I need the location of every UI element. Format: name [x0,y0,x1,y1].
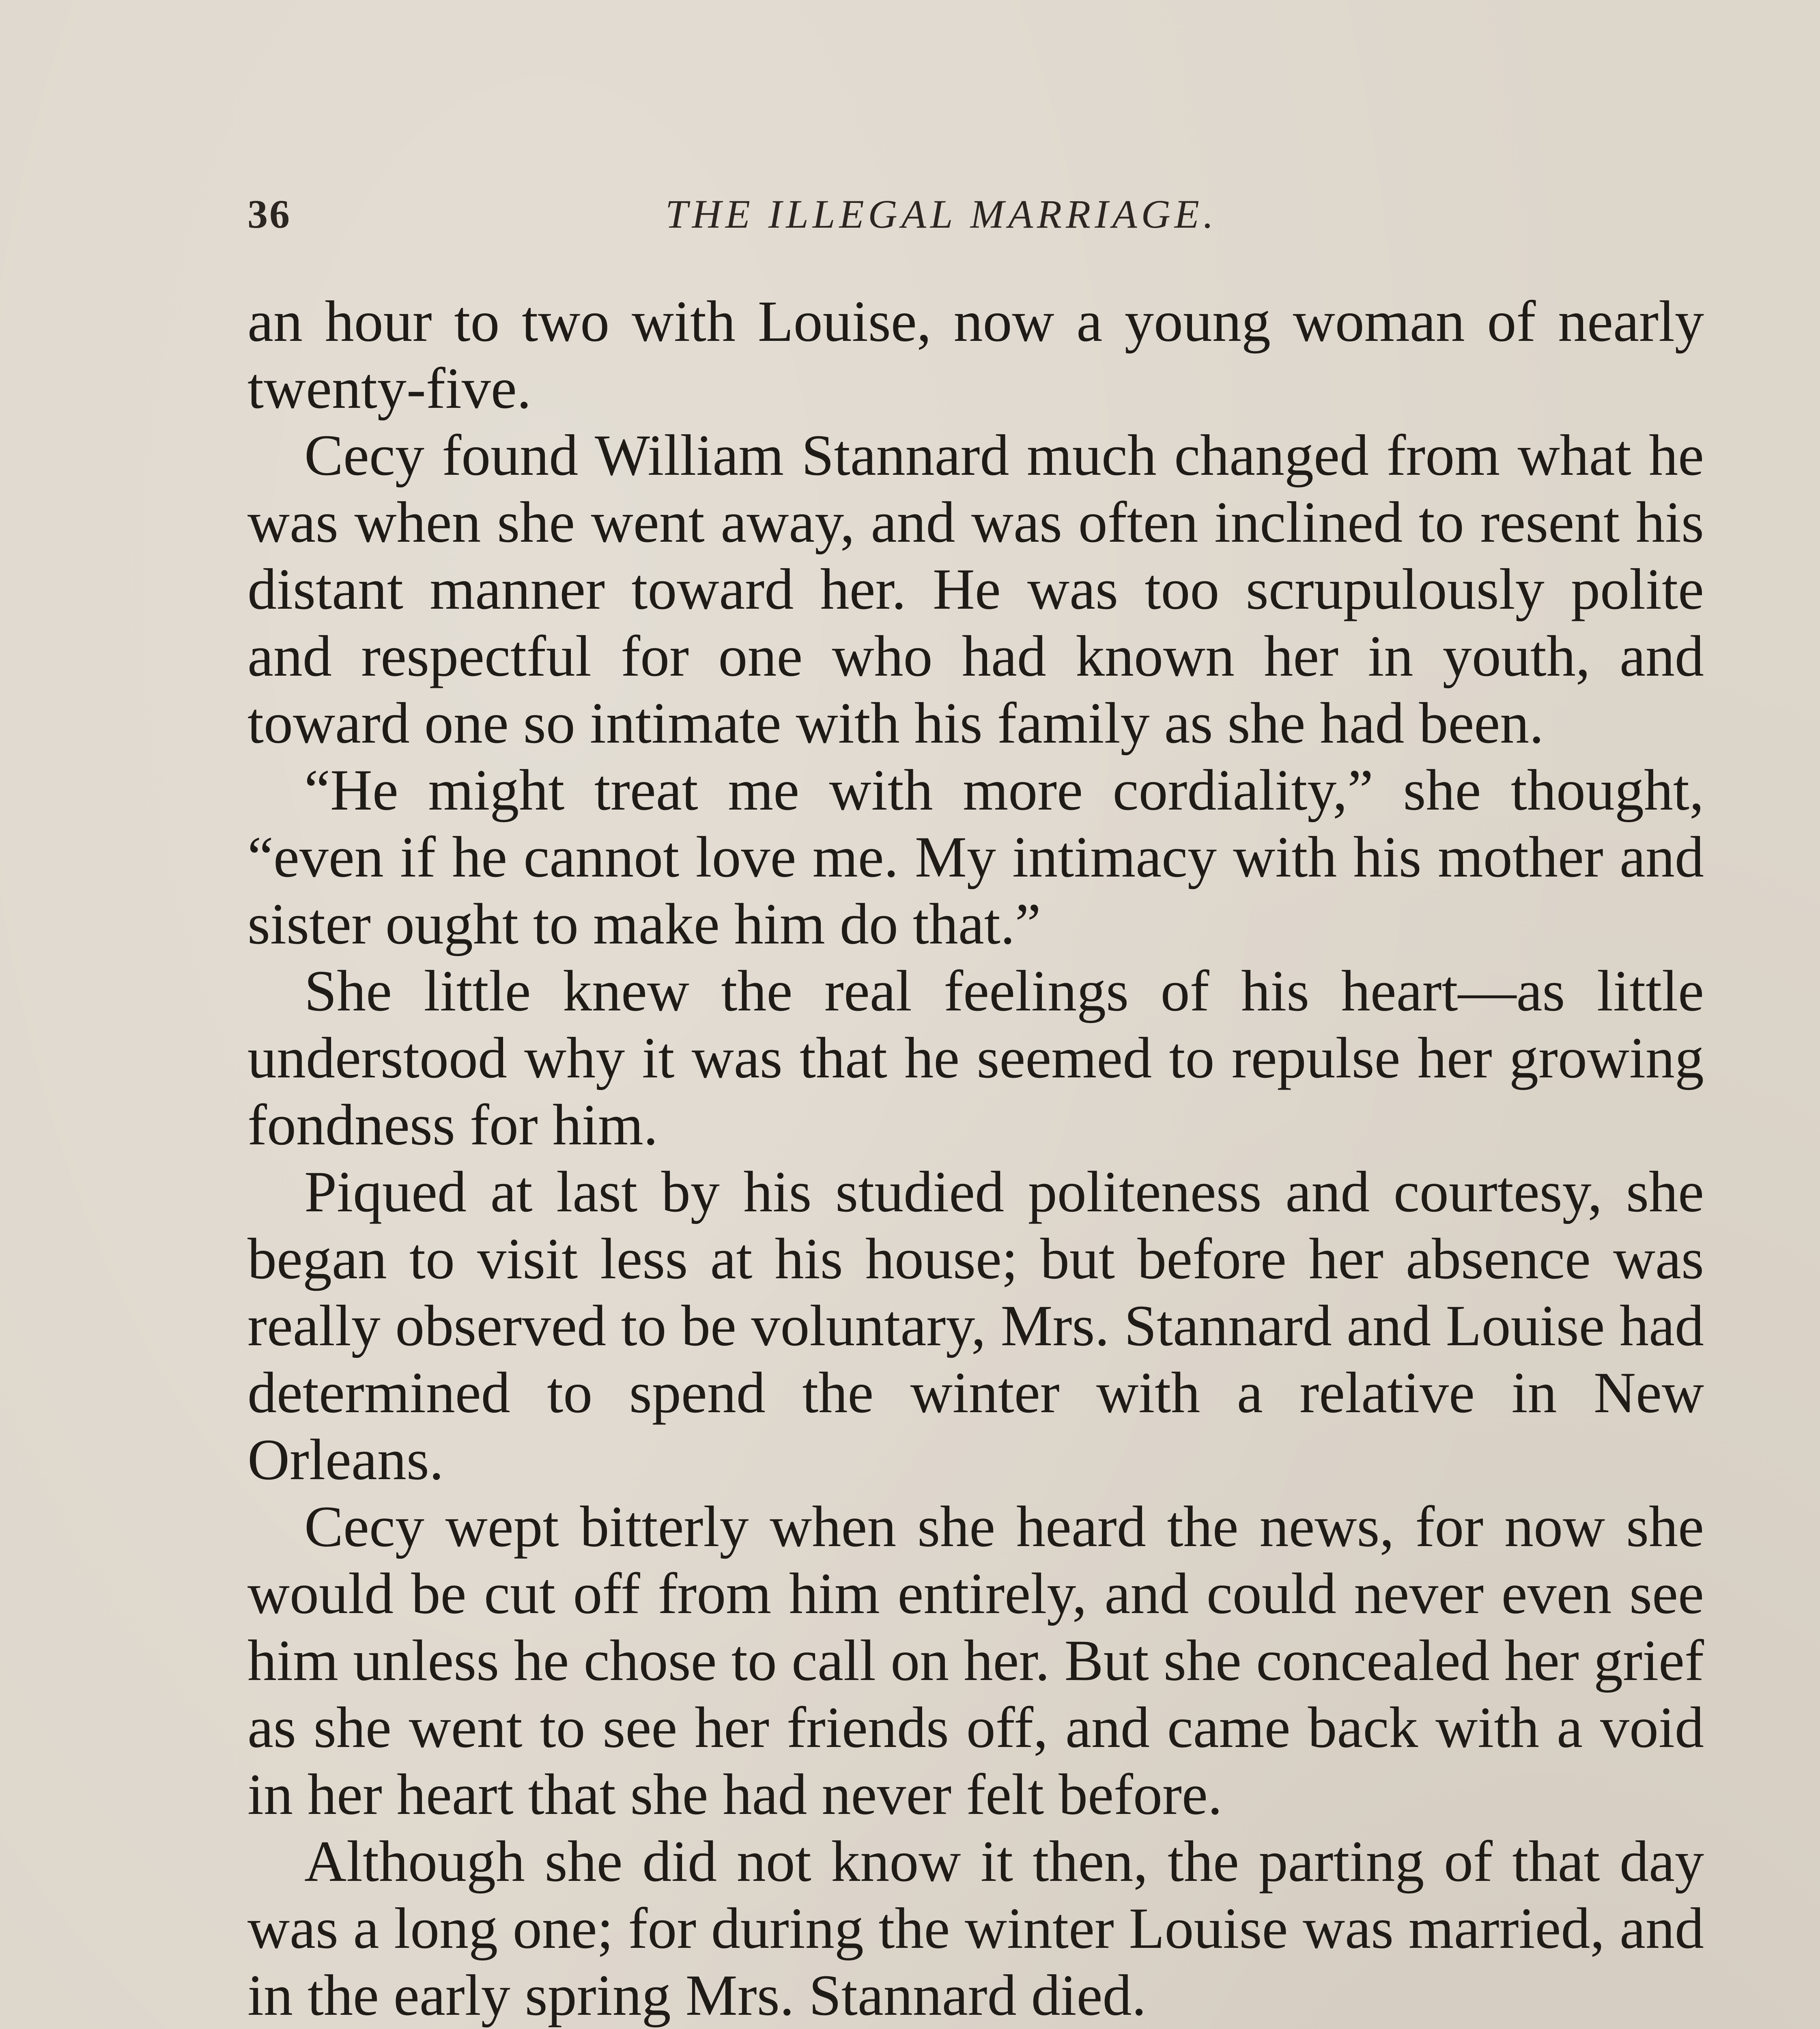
paragraph: She little knew the real feelings of his heart—as little understood why it was that he seemed to repulse her growing fondness for him. [247,959,1704,1157]
body-text [247,288,1704,2029]
page-header [247,191,1708,264]
paragraph: “He might treat me with more cordiality,” she thought, “even if he cannot love me. My intimacy with his mother and sister ought to make him do that.” [247,758,1704,956]
paragraph: Cecy found William Stannard much changed from what he was when she went away, and was often inclined to resent his distant manner toward her. He was too scrupulously polite and respectful for one who had known her in youth, and toward one so intimate with his family as she had been. [247,423,1704,756]
paragraph: an hour to two with Louise, now a young woman of nearly twenty-five. [247,289,1704,421]
paragraph: Although she did not know it then, the parting of that day was a long one; for during the winter Louise was married, and in the early spring Mrs. Stannard died. [247,1829,1704,2028]
paragraph: Cecy wept bitterly when she heard the news, for now she would be cut off from him entirely, and could never even see him unless he chose to call on her. But she concealed her grief as she went to see her friends off, and came back with a void in her heart that she had never felt before. [247,1495,1704,1827]
paragraph: Piqued at last by his studied politeness and courtesy, she began to visit less at his house; but before her absence was really observed to be voluntary, Mrs. Stannard and Louise had determined to spend the winter with a relative in New Orleans. [247,1160,1704,1492]
running-head: THE ILLEGAL MARRIAGE. [665,192,1218,237]
page-number: 36 [247,192,291,237]
